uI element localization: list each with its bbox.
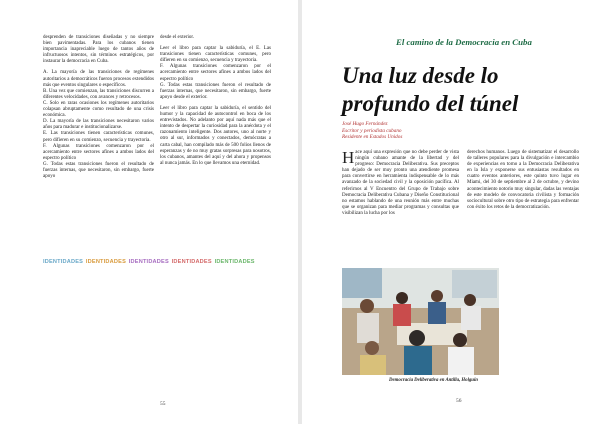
paragraph: A. La mayoría de las transiciones de regímenes autoritarios a democráticos fueron procesos extendidos más que eventos singulares o específicos. B. Una vez que comienzan, las transiciones discurren a diferentes velocidades, con avances y retrocesos. C. Solo en raras ocasiones los regímenes autoritarios colapsan abruptamente como resultado de una crisis económica. D. La mayoría de las transiciones necesitaron varios años para madurar e institucionalizarse. E. Las transiciones tienen características comunes, pero difieren en su comienzo, secuencia y trayectoria. F. Algunas transiciones comenzaron por el acercamiento entre sectores afines a ambos lados del espectro político G. Todas estas transiciones fueron el resultado de fuerzas internas, que necesitaron, sin embargo, fuerte apoyo [43,70,154,180]
paragraph: Leer el libro para captar la sabiduría, el E. Las transiciones tienen características comunes, pero difieren en su comienzo, secuencia y trayectoria. F. Algunas transiciones comenzaron por el acercamiento entre sectores afines a ambos lados del espectro político G. Todas estas transiciones fueron el resultado de fuerzas internas, que necesitaron, sin embargo, fuerte apoyo desde el exterior. [160,46,271,100]
strip-word: IDENTIDADES [85,259,127,265]
paragraph: Leer el libro para captar la sabiduría, el sentido del humor y la capacidad de autocontrol en boca de los entrevistados. No adelanto por aquí nada más que el intento de despertar la curiosidad para la anécdota y el razonamiento inteligente. Dos autores, uno al norte y otro al sur, informados y conectados, demócratas a carta cabal, han compilado más de 500 folios llenos de esperanzas y de no muy gratas sorpresas para nosotros, los cubanos, amantes del aquí y del ahora y propensos al nunca jamás. En lo que llevamos una eternidad. [160,105,271,166]
section-header: El camino de la Democracia en Cuba [396,37,532,47]
strip-word: IDENTIDADES [171,259,212,265]
paragraph: derechos humanos. Luego de sistematizar el desarrollo de talleres populares para la divulgación e intercambio de experiencias en torno a la Democracia Deliberativa en la Isla y exponerse sus entusiastas resultados en cuatro eventos anteriores, este quinto tuvo lugar en Miami, del 30 de septiembre al 2 de octubre, y devino acontecimiento notorio muy singular, dadas las ventajas de este modelo de convocatoria civilista y formación sociocultural sobre otro tipo de estrategia para enfrentar con éxito los retos de la democratización. [467,150,579,210]
left-page [0,0,298,424]
page-number-left: 55 [160,401,166,407]
meeting-photo-illustration [342,268,499,375]
page-number-right: 56 [456,398,462,404]
paragraph: desde el exterior. [160,35,195,40]
paragraph: ace aquí una expresión que no debe perder de vista ningún cubano amante de la libertad y del progreso: Democracia Deliberativa. Sus preceptos han dejado de ser muy pronto una atendiente promesa para convertirse en herramienta indispensable de lo más avanzado de la sociedad civil y la oposición pacífica. Al referirnos al V Encuentro del Grupo de Trabajo sobre Democracia Deliberativa Cubana y Diseño Constitucional no estamos hablando de una reunión más entre muchas que se organizan para mediar programas y consultas que visibilizan la lucha por los [342,150,459,216]
strip-word: IDENTIDADES [214,259,255,265]
paragraph: desprenden de transiciones diseñadas y no siempre bien pavimentadas. Para los cubanos tienen importancia inapreciable luego de tantos años de infructuosos intentos, sin términos estratégicos, por instaurar la democracia en Cuba. [43,35,154,65]
right-column-1 [342,150,459,217]
left-column-2 [160,35,271,172]
article-title: Una luz desde lo profundo del túnel [342,63,519,116]
left-column-1 [43,35,154,185]
strip-word: IDENTIDADES [128,259,169,265]
right-column-2 [467,150,579,211]
author-byline: José Hugo Fernández Escritor y periodista cubano Residente en Estados Unidos [342,121,403,140]
identidades-strip [43,259,280,268]
photo-caption: Democracia Deliberativa en Antilla, Holguín [389,378,478,383]
meeting-photo [342,268,499,375]
strip-word: IDENTIDADES [43,259,84,265]
drop-cap: H [342,148,355,167]
